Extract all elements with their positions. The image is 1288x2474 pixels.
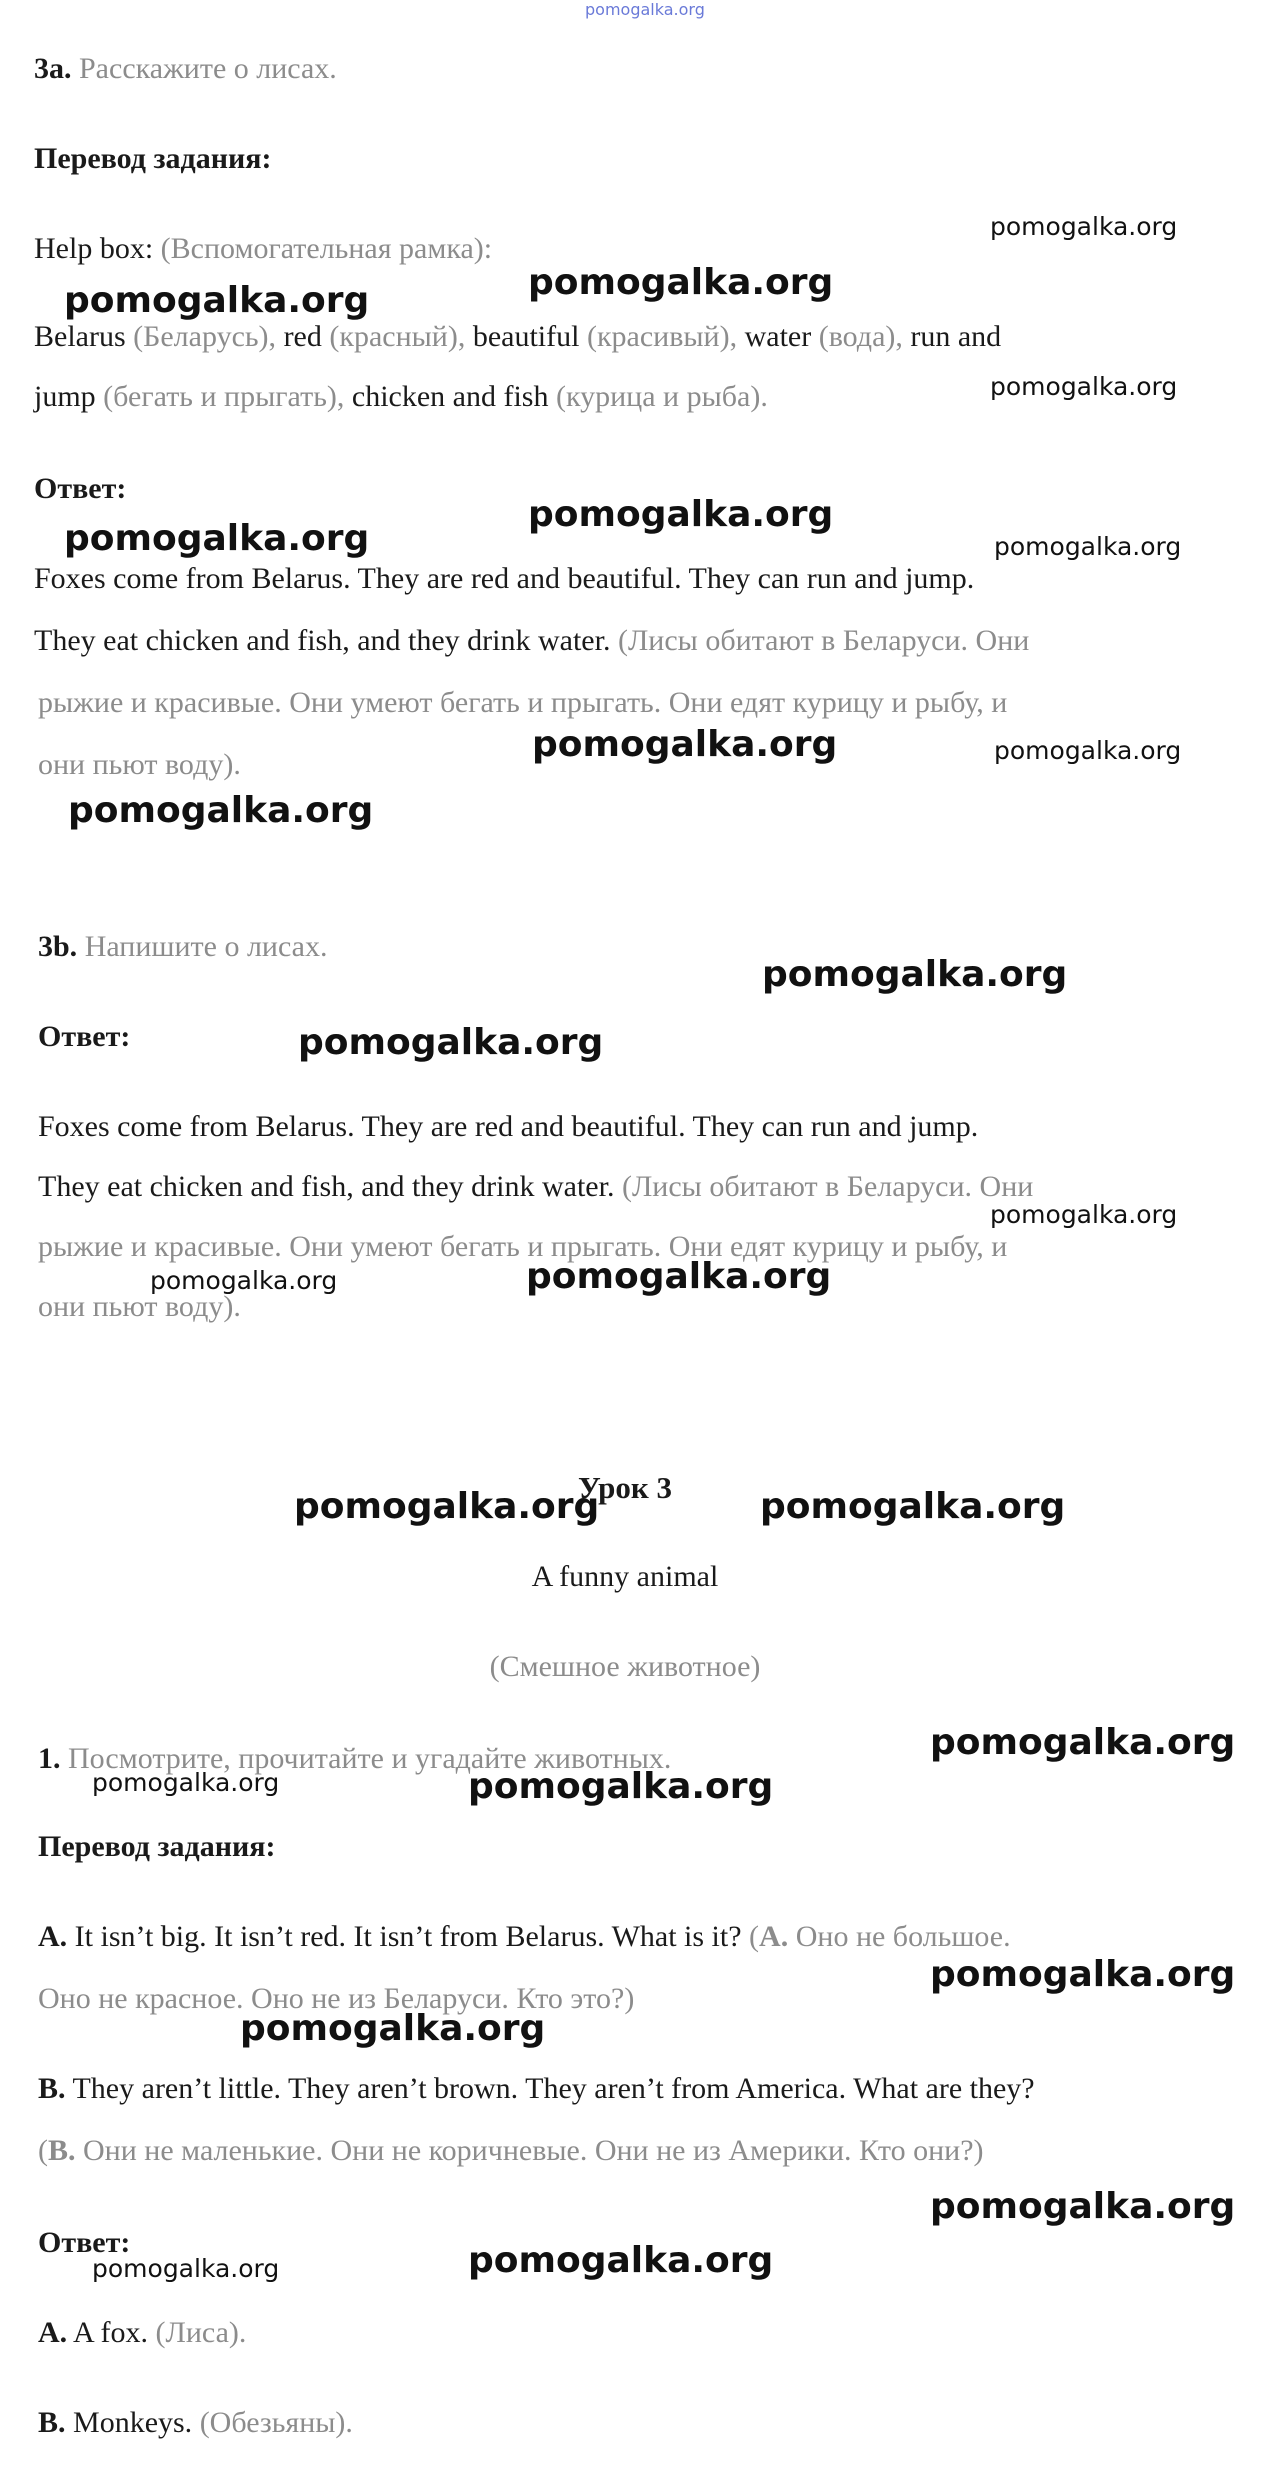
task-text: Напишите о лисах.: [84, 930, 328, 963]
watermark: pomogalka.org: [92, 1768, 280, 1797]
watermark: pomogalka.org: [990, 1200, 1178, 1229]
lesson-subtitle-translation: (Смешное животное): [489, 1650, 761, 1683]
answer-b: B. Monkeys. (Обезьяны).: [38, 2406, 353, 2439]
watermark: pomogalka.org: [64, 280, 370, 321]
answer-header: Ответ:: [38, 2226, 131, 2259]
item-b-line-1: B. They aren’t little. They aren’t brown. They aren’t from America. What are they?: [38, 2072, 1035, 2105]
watermark: pomogalka.org: [990, 372, 1178, 401]
watermark: pomogalka.org: [150, 1266, 338, 1295]
watermark: pomogalka.org: [68, 790, 374, 831]
answer-header: Ответ:: [34, 472, 127, 505]
help-box-label: Help box:: [34, 232, 154, 265]
watermark: pomogalka.org: [294, 1486, 600, 1527]
task-number: 1.: [38, 1742, 61, 1775]
answer-line: They eat chicken and fish, and they drink water. (Лисы обитают в Беларуси. Они: [38, 1170, 1034, 1203]
lesson-title: Урок 3: [577, 1470, 673, 1505]
watermark: pomogalka.org: [64, 518, 370, 559]
lesson-subtitle: A funny animal: [531, 1560, 719, 1593]
answer-header: Ответ:: [38, 1020, 131, 1053]
watermark: pomogalka.org: [240, 2008, 546, 2049]
watermark: pomogalka.org: [990, 212, 1178, 241]
item-a-line-2: Оно не красное. Оно не из Беларуси. Кто это?): [38, 1982, 635, 2015]
translation-header: Перевод задания:: [38, 1830, 276, 1863]
watermark: pomogalka.org: [532, 724, 838, 765]
watermark: pomogalka.org: [930, 1722, 1236, 1763]
help-words-line-2: jump (бегать и прыгать), chicken and fish (курица и рыба).: [34, 380, 768, 413]
watermark: pomogalka.org: [468, 1766, 774, 1807]
answer-a: A. A fox. (Лиса).: [38, 2316, 247, 2349]
task-number: 3a.: [34, 52, 72, 85]
watermark: pomogalka.org: [298, 1022, 604, 1063]
watermark: pomogalka.org: [526, 1256, 832, 1297]
help-words-line-1: Belarus (Беларусь), red (красный), beautiful (красивый), water (вода), run and: [34, 320, 1002, 353]
watermark: pomogalka.org: [930, 1954, 1236, 1995]
watermark: pomogalka.org: [930, 2186, 1236, 2227]
watermark: pomogalka.org: [994, 532, 1182, 561]
item-a-line-1: A. It isn’t big. It isn’t red. It isn’t from Belarus. What is it? (A. Оно не большое.: [38, 1920, 1011, 1953]
help-box-line: Help box: (Вспомогательная рамка):: [34, 232, 493, 265]
answer-line: рыжие и красивые. Они умеют бегать и прыгать. Они едят курицу и рыбу, и: [38, 1230, 1008, 1263]
watermark: pomogalka.org: [92, 2254, 280, 2283]
watermark: pomogalka.org: [994, 736, 1182, 765]
top-watermark: pomogalka.org: [585, 0, 705, 19]
watermark: pomogalka.org: [762, 954, 1068, 995]
task-3b: [38, 930, 328, 964]
answer-line: They eat chicken and fish, and they drink water. (Лисы обитают в Беларуси. Они: [34, 624, 1030, 657]
task-number: 3b.: [38, 930, 78, 963]
task-3a: [34, 52, 337, 86]
watermark: pomogalka.org: [528, 494, 834, 535]
watermark: pomogalka.org: [468, 2240, 774, 2281]
watermark: pomogalka.org: [760, 1486, 1066, 1527]
answer-line: рыжие и красивые. Они умеют бегать и прыгать. Они едят курицу и рыбу, и: [38, 686, 1008, 719]
watermark: pomogalka.org: [528, 262, 834, 303]
item-b-line-2: (B. Они не маленькие. Они не коричневые. Они не из Америки. Кто они?): [38, 2134, 984, 2167]
answer-line: они пьют воду).: [38, 1290, 241, 1323]
task-text: Посмотрите, прочитайте и угадайте животных.: [68, 1742, 672, 1775]
answer-line: они пьют воду).: [38, 748, 241, 781]
answer-line: Foxes come from Belarus. They are red and beautiful. They can run and jump.: [38, 1110, 979, 1143]
task-text: Расскажите о лисах.: [79, 52, 337, 85]
answer-line: Foxes come from Belarus. They are red and beautiful. They can run and jump.: [34, 562, 975, 595]
translation-header: Перевод задания:: [34, 142, 272, 175]
